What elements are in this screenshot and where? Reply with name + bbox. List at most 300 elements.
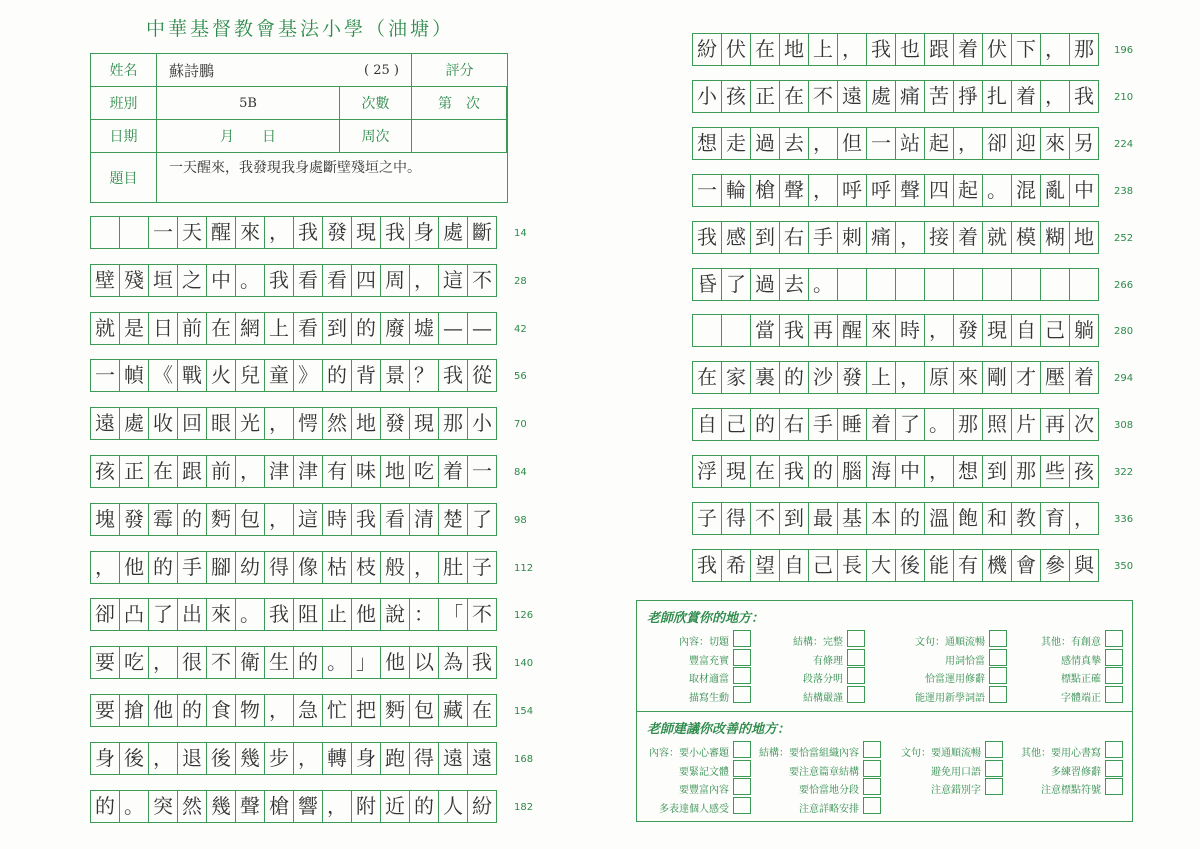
character-count: 196 (1114, 45, 1134, 56)
grid-cell: 也 (896, 34, 925, 65)
grid-cell: ， (954, 128, 983, 159)
grid-cell: 廢 (381, 313, 410, 344)
character-count: 70 (514, 419, 527, 431)
grid-cell: 人 (439, 791, 468, 822)
criterion-checkbox[interactable] (847, 686, 865, 703)
grid-cell: 處 (439, 217, 468, 248)
grid-cell: 我 (265, 265, 294, 296)
grid-cell: 四 (925, 175, 954, 206)
grid-cell: 然 (323, 408, 352, 439)
grid-cell: 自 (780, 550, 809, 581)
grid-cell: 上 (809, 34, 838, 65)
grid-cell: ， (149, 743, 178, 774)
criterion-checkbox[interactable] (847, 649, 865, 666)
grid-cell: 」 (352, 647, 381, 678)
grid-cell (693, 315, 722, 346)
grid-cell: 壁 (91, 265, 120, 296)
grid-cell: 機 (983, 550, 1012, 581)
grid-cell: 從 (468, 360, 497, 391)
grid-cell: 輪 (722, 175, 751, 206)
criterion-label: 其他：有創意 (1041, 637, 1101, 648)
right-row (692, 221, 1099, 254)
grid-cell: ， (896, 222, 925, 253)
criterion-checkbox[interactable] (989, 686, 1007, 703)
criterion-checkbox[interactable] (863, 741, 881, 758)
grid-cell: 自 (1012, 315, 1041, 346)
grid-cell: 一 (867, 128, 896, 159)
grid-cell: 手 (809, 409, 838, 440)
grid-cell (120, 217, 149, 248)
grid-cell: 在 (468, 695, 497, 726)
criterion-label: 描寫生動 (689, 692, 729, 704)
topic-field (157, 153, 507, 202)
grid-cell: 遠 (439, 743, 468, 774)
character-count: 266 (1114, 279, 1134, 291)
grid-cell: ， (265, 695, 294, 726)
grid-cell: 來 (867, 315, 896, 346)
criterion-checkbox[interactable] (1105, 778, 1123, 795)
criterion-label: 感情真摯 (1061, 655, 1101, 667)
criterion-label: 內容：要小心審題 (649, 748, 729, 759)
grid-cell: 是 (120, 313, 149, 344)
grid-cell: 紛 (468, 791, 497, 822)
grid-cell: 凸 (120, 599, 149, 630)
grid-cell: 清 (410, 504, 439, 535)
grid-cell: 着 (954, 34, 983, 65)
grid-cell: 糊 (1041, 222, 1070, 253)
criterion-checkbox[interactable] (985, 760, 1003, 777)
class-label: 班別 (91, 87, 157, 120)
left-row (90, 312, 497, 345)
grid-cell: ， (838, 34, 867, 65)
grid-cell: ， (896, 362, 925, 393)
criterion-label: 其他：要用心書寫 (1021, 748, 1101, 759)
grid-cell: 痛 (867, 222, 896, 253)
grid-cell: 我 (867, 34, 896, 65)
grid-cell: 昏 (693, 269, 722, 300)
criterion-checkbox[interactable] (847, 667, 865, 684)
grid-cell: 過 (751, 128, 780, 159)
grid-cell: ， (410, 552, 439, 583)
grid-cell: 聲 (896, 175, 925, 206)
criterion-label: 要豐富內容 (679, 785, 729, 796)
character-count: 42 (514, 323, 527, 335)
grid-cell: ， (236, 456, 265, 487)
criterion-checkbox[interactable] (985, 741, 1003, 758)
grid-cell: 育 (1041, 503, 1070, 534)
grid-cell: 會 (1012, 550, 1041, 581)
grid-cell: 我 (294, 217, 323, 248)
grid-cell: 我 (780, 315, 809, 346)
grid-cell: 躺 (1070, 315, 1099, 346)
grid-cell: 手 (809, 222, 838, 253)
teacher-suggestion-box (636, 712, 1133, 822)
grid-cell: 說 (381, 599, 410, 630)
criterion-checkbox[interactable] (863, 760, 881, 777)
criterion-checkbox[interactable] (733, 649, 751, 666)
grid-cell: 衛 (236, 647, 265, 678)
date-value: 月 日 (157, 120, 340, 153)
grid-cell: 着 (1012, 81, 1041, 112)
topic-value: 一天醒來，我發現我身處斷壁殘垣之中。 (169, 160, 421, 176)
criterion-label: 內容：切題 (679, 637, 729, 648)
grid-cell: 長 (838, 550, 867, 581)
grid-cell: 照 (983, 409, 1012, 440)
left-row (90, 551, 497, 584)
teacher-praise-box (636, 600, 1133, 712)
left-row (90, 407, 497, 440)
criterion-checkbox[interactable] (863, 778, 881, 795)
criterion-checkbox[interactable] (989, 649, 1007, 666)
grid-cell: 不 (468, 599, 497, 630)
grid-cell: 聲 (780, 175, 809, 206)
right-row (692, 127, 1099, 160)
grid-cell: 背 (352, 360, 381, 391)
grid-cell: ， (1041, 34, 1070, 65)
grid-cell: 肚 (439, 552, 468, 583)
grid-cell: 童 (265, 360, 294, 391)
grid-cell: 要 (91, 647, 120, 678)
criterion-label: 結構嚴謹 (803, 692, 843, 704)
grid-cell: 地 (381, 456, 410, 487)
criterion-label: 取材適當 (689, 674, 729, 685)
grid-cell: 醒 (207, 217, 236, 248)
grid-cell: 眼 (207, 408, 236, 439)
grid-cell: 幾 (207, 791, 236, 822)
criterion-checkbox[interactable] (1105, 630, 1123, 647)
grid-cell: 孩 (91, 456, 120, 487)
grid-cell: 現 (983, 315, 1012, 346)
grid-cell: 他 (149, 695, 178, 726)
criterion-checkbox[interactable] (1105, 741, 1123, 758)
grid-cell: 不 (468, 265, 497, 296)
grid-cell: 着 (439, 456, 468, 487)
grid-cell: 他 (381, 647, 410, 678)
grid-cell: 右 (780, 409, 809, 440)
grid-cell: 味 (352, 456, 381, 487)
criterion-label: 豐富充實 (689, 655, 729, 667)
grid-cell: 那 (1070, 34, 1099, 65)
grid-cell: 麪 (381, 695, 410, 726)
grid-cell: 中 (207, 265, 236, 296)
criterion-label: 文句：要通順流暢 (901, 748, 981, 759)
grid-cell (838, 269, 867, 300)
grid-cell: 近 (381, 791, 410, 822)
praise-title: 老師欣賞你的地方： (647, 611, 765, 626)
character-count: 140 (514, 658, 534, 670)
criterion-checkbox[interactable] (989, 667, 1007, 684)
grid-cell: 突 (149, 791, 178, 822)
grid-cell: 這 (439, 265, 468, 296)
grid-cell: 得 (410, 743, 439, 774)
grid-cell: 望 (751, 550, 780, 581)
grid-cell: 我 (693, 550, 722, 581)
grid-cell: 身 (410, 217, 439, 248)
criterion-checkbox[interactable] (733, 686, 751, 703)
grid-cell (925, 269, 954, 300)
grid-cell: 阻 (294, 599, 323, 630)
grid-cell: 周 (381, 265, 410, 296)
grid-cell: 之 (178, 265, 207, 296)
grid-cell: 現 (722, 456, 751, 487)
grid-cell: 斷 (468, 217, 497, 248)
grid-cell: 海 (867, 456, 896, 487)
grid-cell (722, 315, 751, 346)
grid-cell: 我 (693, 222, 722, 253)
grid-cell: 現 (410, 408, 439, 439)
grid-cell (1012, 269, 1041, 300)
grid-cell: 塊 (91, 504, 120, 535)
grid-cell: 霉 (149, 504, 178, 535)
character-count: 210 (1114, 91, 1134, 103)
grid-cell: ， (925, 456, 954, 487)
grid-cell: 來 (954, 362, 983, 393)
criterion-checkbox[interactable] (863, 797, 881, 814)
criterion-label: 結構：完整 (793, 637, 843, 648)
grid-cell: 基 (838, 503, 867, 534)
criterion-checkbox[interactable] (1105, 760, 1123, 777)
grid-cell: 中 (1070, 175, 1099, 206)
grid-cell: 在 (207, 313, 236, 344)
grid-cell: 槍 (751, 175, 780, 206)
grid-cell: 的 (809, 456, 838, 487)
grid-cell: 來 (236, 217, 265, 248)
criterion-label: 要恰當地分段 (799, 785, 859, 796)
grid-cell: 他 (352, 599, 381, 630)
character-count: 112 (514, 562, 534, 574)
grid-cell: ？ (410, 360, 439, 391)
grid-cell: 一 (149, 217, 178, 248)
grid-cell: 把 (352, 695, 381, 726)
grid-cell: 的 (780, 362, 809, 393)
character-count: 126 (514, 610, 534, 622)
right-row (692, 268, 1099, 301)
criterion-checkbox[interactable] (989, 630, 1007, 647)
grid-cell: 墟 (410, 313, 439, 344)
grid-cell: ： (410, 599, 439, 630)
grid-cell: 孩 (722, 81, 751, 112)
grid-cell (91, 217, 120, 248)
grid-cell: 遠 (468, 743, 497, 774)
grid-cell: 但 (838, 128, 867, 159)
grid-cell: 現 (352, 217, 381, 248)
grid-cell: 轉 (323, 743, 352, 774)
grid-cell: 收 (149, 408, 178, 439)
grid-cell: 與 (1070, 550, 1099, 581)
grid-cell: 的 (896, 503, 925, 534)
grid-cell: 我 (265, 599, 294, 630)
grid-cell: 戰 (178, 360, 207, 391)
left-row (90, 598, 497, 631)
grid-cell: 睡 (838, 409, 867, 440)
grid-cell: 這 (294, 504, 323, 535)
grid-cell: 枝 (352, 552, 381, 583)
criterion-label: 結構：要恰當組織內容 (759, 748, 859, 759)
grid-cell: 有 (323, 456, 352, 487)
grid-cell: 吃 (120, 647, 149, 678)
grid-cell: 步 (265, 743, 294, 774)
grid-cell: 到 (751, 222, 780, 253)
criterion-checkbox[interactable] (1105, 649, 1123, 666)
character-count: 336 (1114, 514, 1134, 525)
criterion-checkbox[interactable] (733, 630, 751, 647)
grid-cell: 再 (1041, 409, 1070, 440)
grid-cell: 飽 (954, 503, 983, 534)
grid-cell: 着 (1070, 362, 1099, 393)
criterion-label: 段落分明 (803, 674, 843, 685)
grid-cell: 津 (265, 456, 294, 487)
grid-cell: 般 (381, 552, 410, 583)
criterion-checkbox[interactable] (733, 667, 751, 684)
criterion-checkbox[interactable] (1105, 667, 1123, 684)
grid-cell: 到 (323, 313, 352, 344)
grid-cell (896, 269, 925, 300)
grid-cell: 光 (236, 408, 265, 439)
grid-cell: 。 (925, 409, 954, 440)
grid-cell: 在 (780, 81, 809, 112)
grid-cell: 的 (352, 313, 381, 344)
grid-cell: 那 (1012, 456, 1041, 487)
grid-cell: ， (410, 265, 439, 296)
grid-cell: 我 (780, 456, 809, 487)
grid-cell: 地 (352, 408, 381, 439)
grid-cell: 了 (896, 409, 925, 440)
right-row (692, 174, 1099, 207)
character-count: 28 (514, 275, 527, 287)
class-value: 5B (157, 87, 340, 120)
grid-cell: 己 (722, 409, 751, 440)
grid-cell: 一 (468, 456, 497, 487)
grid-cell: 不 (809, 81, 838, 112)
grid-cell: 遠 (91, 408, 120, 439)
right-row (692, 502, 1099, 535)
grid-cell: 網 (236, 313, 265, 344)
grid-cell: 退 (178, 743, 207, 774)
right-row (692, 408, 1099, 441)
grid-cell: — (468, 313, 497, 344)
character-count: 182 (514, 801, 534, 813)
grid-cell: 幾 (236, 743, 265, 774)
grid-cell: 。 (236, 599, 265, 630)
grid-cell: 有 (954, 550, 983, 581)
grid-cell: 時 (323, 504, 352, 535)
grid-cell: 着 (867, 409, 896, 440)
grid-cell: 起 (954, 175, 983, 206)
grid-cell: 下 (1012, 34, 1041, 65)
grid-cell: 跑 (381, 743, 410, 774)
grid-cell: 苦 (925, 81, 954, 112)
grid-cell: 生 (265, 647, 294, 678)
grid-cell: 了 (468, 504, 497, 535)
character-count: 322 (1114, 467, 1134, 479)
grid-cell: 剛 (983, 362, 1012, 393)
grid-cell: 一 (693, 175, 722, 206)
character-count: 168 (514, 753, 534, 765)
grid-cell: 的 (178, 695, 207, 726)
grid-cell: 發 (381, 408, 410, 439)
grid-cell: 腦 (838, 456, 867, 487)
left-row (90, 742, 497, 775)
grid-cell: ， (809, 175, 838, 206)
grid-cell: 天 (178, 217, 207, 248)
grid-cell: 正 (120, 456, 149, 487)
grid-cell: 食 (207, 695, 236, 726)
grid-cell: 到 (780, 503, 809, 534)
grid-cell: 裏 (751, 362, 780, 393)
grid-cell: 的 (751, 409, 780, 440)
grid-cell: 回 (178, 408, 207, 439)
criterion-checkbox[interactable] (985, 778, 1003, 795)
grid-cell: 參 (1041, 550, 1070, 581)
grid-cell: ， (91, 552, 120, 583)
grid-cell: 醒 (838, 315, 867, 346)
grid-cell: 吃 (410, 456, 439, 487)
grid-cell: 發 (120, 504, 149, 535)
grid-cell: 教 (1012, 503, 1041, 534)
grid-cell: 原 (925, 362, 954, 393)
character-count: 98 (514, 514, 527, 526)
grid-cell: 壓 (1041, 362, 1070, 393)
grid-cell: 次 (1070, 409, 1099, 440)
week-value (412, 120, 507, 153)
grid-cell: ， (294, 743, 323, 774)
criterion-checkbox[interactable] (1105, 686, 1123, 703)
grid-cell: 痛 (896, 81, 925, 112)
grid-cell: 包 (236, 504, 265, 535)
grid-cell (954, 269, 983, 300)
grid-cell: 後 (120, 743, 149, 774)
grid-cell: 正 (751, 81, 780, 112)
grid-cell: 那 (439, 408, 468, 439)
right-row (692, 549, 1099, 582)
grid-cell: 兒 (236, 360, 265, 391)
character-count: 56 (514, 371, 527, 383)
grid-cell: 小 (693, 81, 722, 112)
grid-cell (1070, 269, 1099, 300)
grid-cell: 聲 (236, 791, 265, 822)
character-count: 252 (1114, 232, 1134, 244)
grid-cell: — (439, 313, 468, 344)
grid-cell: 搶 (120, 695, 149, 726)
grid-cell: 再 (809, 315, 838, 346)
grid-cell: 孩 (1070, 456, 1099, 487)
grid-cell: 要 (91, 695, 120, 726)
grid-cell: 地 (780, 34, 809, 65)
criterion-label: 有條理 (813, 655, 843, 667)
grid-cell: 前 (207, 456, 236, 487)
criterion-checkbox[interactable] (847, 630, 865, 647)
grid-cell: 腳 (207, 552, 236, 583)
grid-cell: 迎 (1012, 128, 1041, 159)
grid-cell: ， (265, 217, 294, 248)
grid-cell: 子 (693, 503, 722, 534)
grid-cell: 右 (780, 222, 809, 253)
grid-cell: 沙 (809, 362, 838, 393)
grid-cell: 自 (693, 409, 722, 440)
character-count: 238 (1114, 185, 1134, 197)
left-row (90, 359, 497, 392)
times-label: 次數 (340, 87, 412, 120)
grade-label: 評分 (412, 54, 507, 87)
grid-cell: ， (1070, 503, 1099, 534)
grid-cell: 己 (1041, 315, 1070, 346)
grid-cell: 得 (722, 503, 751, 534)
grid-cell: 「 (439, 599, 468, 630)
grid-cell: 響 (294, 791, 323, 822)
grid-cell: 了 (722, 269, 751, 300)
grid-cell: 本 (867, 503, 896, 534)
left-row (90, 694, 497, 727)
